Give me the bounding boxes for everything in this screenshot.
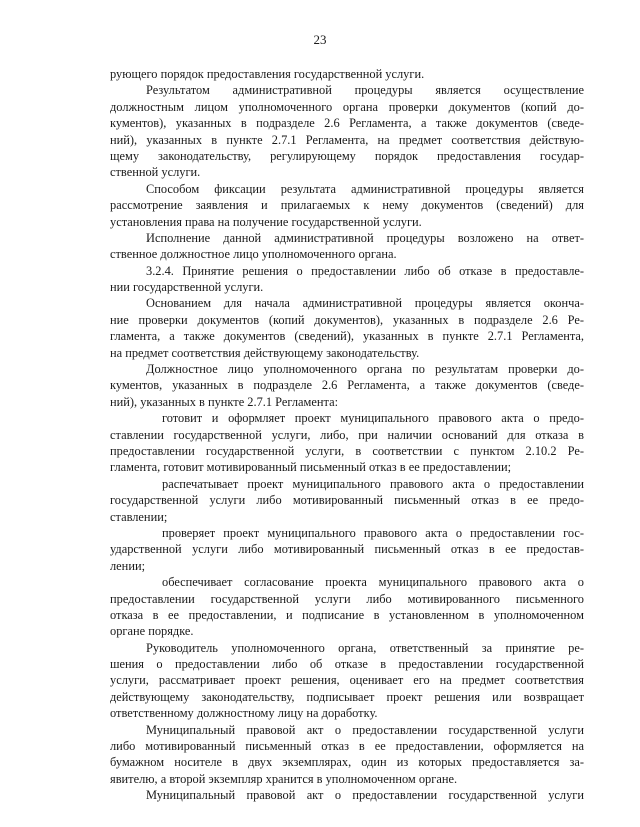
- text-line: рассмотрение заявления и прилагаемых к нему документов (сведений) для: [110, 198, 584, 213]
- text-line: либо мотивированный письменный отказ в ее предоставлении, оформляется на: [110, 739, 584, 754]
- text-line: Должностное лицо уполномоченного органа по результатам проверки до-: [146, 362, 584, 377]
- text-line: кументов, указанных в подразделе 2.6 Регламента, а также документов (сведе-: [110, 378, 584, 393]
- text-line: распечатывает проект муниципального правового акта о предоставлении: [162, 476, 584, 491]
- text-line: Руководитель уполномоченного органа, ответственный за принятие ре-: [146, 640, 584, 655]
- text-line: установления права на получение государственной услуги.: [110, 214, 422, 229]
- text-line: Основанием для начала административной процедуры является оконча-: [146, 296, 584, 311]
- text-line: готовит и оформляет проект муниципального правового акта о предо-: [162, 411, 584, 426]
- text-line: ударственной услуги либо мотивированный письменный отказ в ее предостав-: [110, 542, 584, 557]
- page-number: 23: [313, 32, 327, 47]
- text-line: ответственному должностному лицу на доработку.: [110, 706, 378, 721]
- text-line: предоставлении государственной услуги либо мотивированного письменного: [110, 591, 584, 606]
- text-line: органе порядке.: [110, 624, 194, 639]
- text-line: на предмет соответствия действующему законодательству.: [110, 345, 420, 360]
- text-line: ставлении;: [110, 509, 168, 524]
- text-line: 3.2.4. Принятие решения о предоставлении либо об отказе в предоставле-: [146, 263, 584, 278]
- text-line: Муниципальный правовой акт о предоставлении государственной услуги: [146, 788, 584, 803]
- text-line: Результатом административной процедуры является осуществление: [146, 83, 584, 98]
- text-line: государственной услуги либо мотивированный письменный отказ в ее предо-: [110, 493, 584, 508]
- text-line: гламента, а также документов (сведений), указанных в пункте 2.7.1 Регламента,: [110, 329, 584, 344]
- text-line: проверяет проект муниципального правового акта о предоставлении гос-: [162, 525, 584, 540]
- text-line: действующему законодательству, подписывает проект решения или возвращает: [110, 689, 584, 704]
- text-line: кументов), указанных в подразделе 2.6 Регламента, а также документов (сведе-: [110, 116, 584, 131]
- text-line: ставлении государственной услуги, либо, при наличии оснований для отказа в: [110, 427, 584, 442]
- text-line: предоставлении государственной услуги, в соответствии с пунктом 2.10.2 Ре-: [110, 443, 584, 458]
- text-line: обеспечивает согласование проекта муниципального правового акта о: [162, 575, 584, 590]
- text-line: явителю, а второй экземпляр хранится в уполномоченном органе.: [110, 771, 458, 786]
- text-line: ний), указанных в пункте 2.7.1 Регламента, на предмет соответствия действую-: [110, 132, 584, 147]
- text-line: рующего порядок предоставления государственной услуги.: [110, 67, 425, 81]
- text-line: гламента, готовит мотивированный письменный отказ в ее предоставлении;: [110, 460, 512, 475]
- text-line: ние проверки документов (копий документов), указанных в подразделе 2.6 Ре-: [110, 312, 584, 327]
- text-line: Исполнение данной административной процедуры возложено на ответ-: [146, 230, 584, 245]
- text-line: бумажном носителе в двух экземплярах, один из которых предоставляется за-: [110, 755, 584, 770]
- text-line: ственное должностное лицо уполномоченного органа.: [110, 247, 397, 262]
- text-line: должностным лицом уполномоченного органа проверки документов (копий до-: [110, 99, 584, 114]
- text-line: Способом фиксации результата административной процедуры является: [146, 181, 584, 196]
- text-line: нии государственной услуги.: [110, 280, 264, 295]
- document-body: [110, 66, 584, 804]
- text-line: шения о предоставлении либо об отказе в предоставлении государственной: [110, 657, 584, 672]
- text-line: отказа в ее предоставлении, и подписание в установленном в уполномоченном: [110, 607, 584, 622]
- text-line: Муниципальный правовой акт о предоставлении государственной услуги: [146, 722, 584, 737]
- text-line: услуги, рассматривает проект решения, оценивает его на предмет соответствия: [110, 673, 584, 688]
- text-line: щему законодательству, регулирующему порядок предоставления государ-: [110, 148, 584, 163]
- text-line: лении;: [110, 558, 146, 573]
- text-line: ний), указанных в пункте 2.7.1 Регламента:: [110, 394, 339, 409]
- text-line: ственной услуги.: [110, 165, 201, 180]
